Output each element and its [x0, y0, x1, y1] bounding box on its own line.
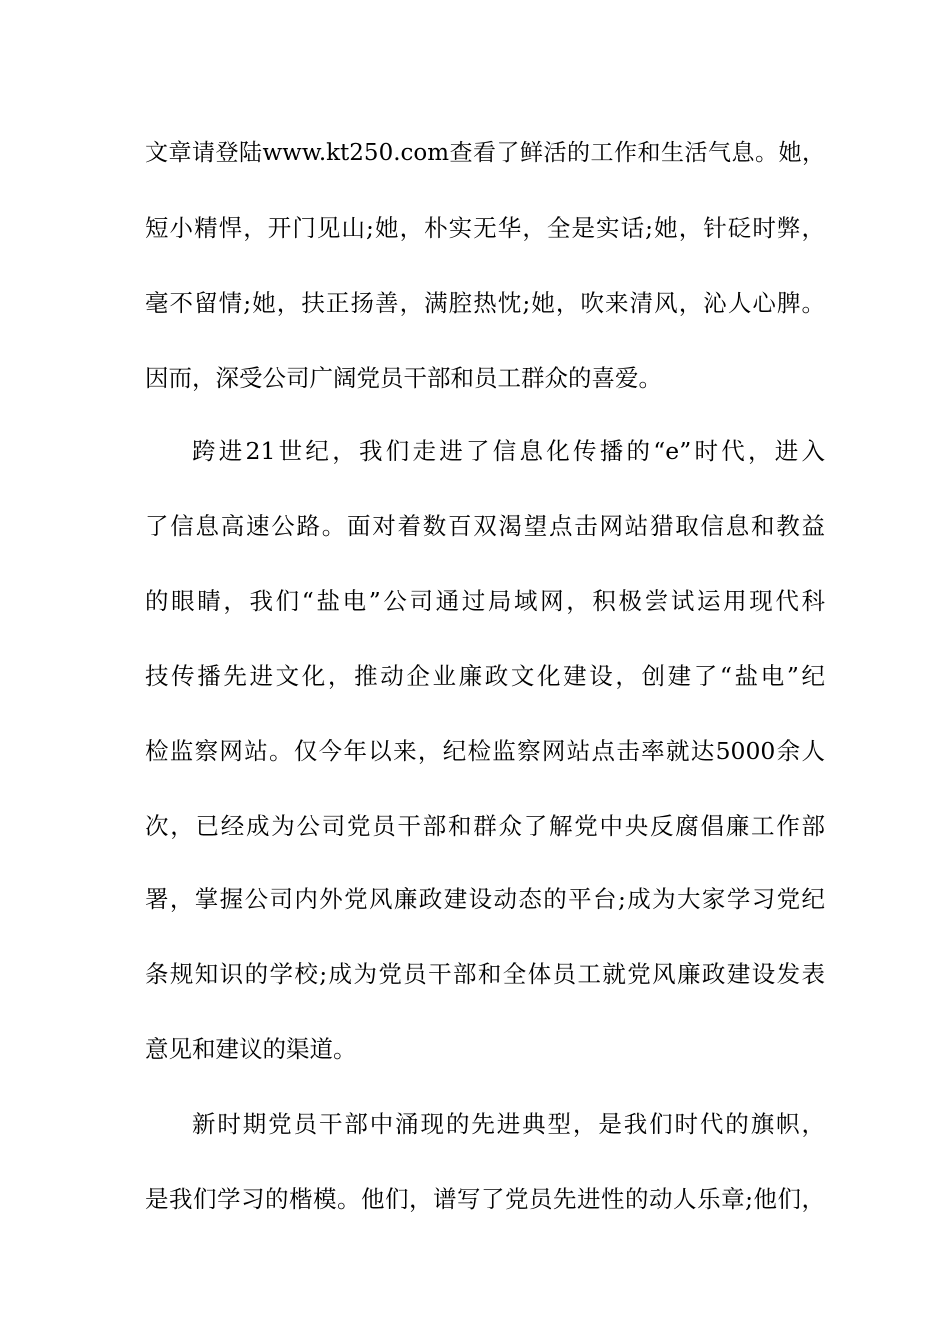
paragraph-line: 是我们学习的楷模。他们，谱写了党员先进性的动人乐章;他们，	[145, 1185, 825, 1213]
paragraph-line: 因而，深受公司广阔党员干部和员工群众的喜爱。	[145, 364, 662, 392]
paragraph-line: 了信息高速公路。面对着数百双渴望点击网站猎取信息和教益	[145, 512, 825, 540]
paragraph-line: 新时期党员干部中涌现的先进典型，是我们时代的旗帜，	[192, 1110, 825, 1138]
paragraph-line: 条规知识的学校;成为党员干部和全体员工就党风廉政建设发表	[145, 960, 825, 988]
paragraph-line: 文章请登陆www.kt250.com查看了鲜活的工作和生活气息。她，	[145, 140, 825, 166]
paragraph-line: 意见和建议的渠道。	[145, 1035, 357, 1063]
paragraph-line: 检监察网站。仅今年以来，纪检监察网站点击率就达5000余人	[145, 737, 825, 765]
paragraph-line: 署，掌握公司内外党风廉政建设动态的平台;成为大家学习党纪	[145, 885, 825, 913]
paragraph-line: 跨进21世纪，我们走进了信息化传播的“e”时代，进入	[192, 437, 825, 465]
paragraph-line: 毫不留情;她，扶正扬善，满腔热忱;她，吹来清风，沁人心脾。	[145, 289, 825, 317]
paragraph-line: 的眼睛，我们“盐电”公司通过局域网，积极尝试运用现代科	[145, 587, 825, 615]
paragraph-line: 技传播先进文化，推动企业廉政文化建设，创建了“盐电”纪	[145, 662, 825, 690]
paragraph-line: 短小精悍，开门见山;她，朴实无华，全是实话;她，针砭时弊，	[145, 214, 825, 242]
paragraph-line: 次，已经成为公司党员干部和群众了解党中央反腐倡廉工作部	[145, 812, 825, 840]
